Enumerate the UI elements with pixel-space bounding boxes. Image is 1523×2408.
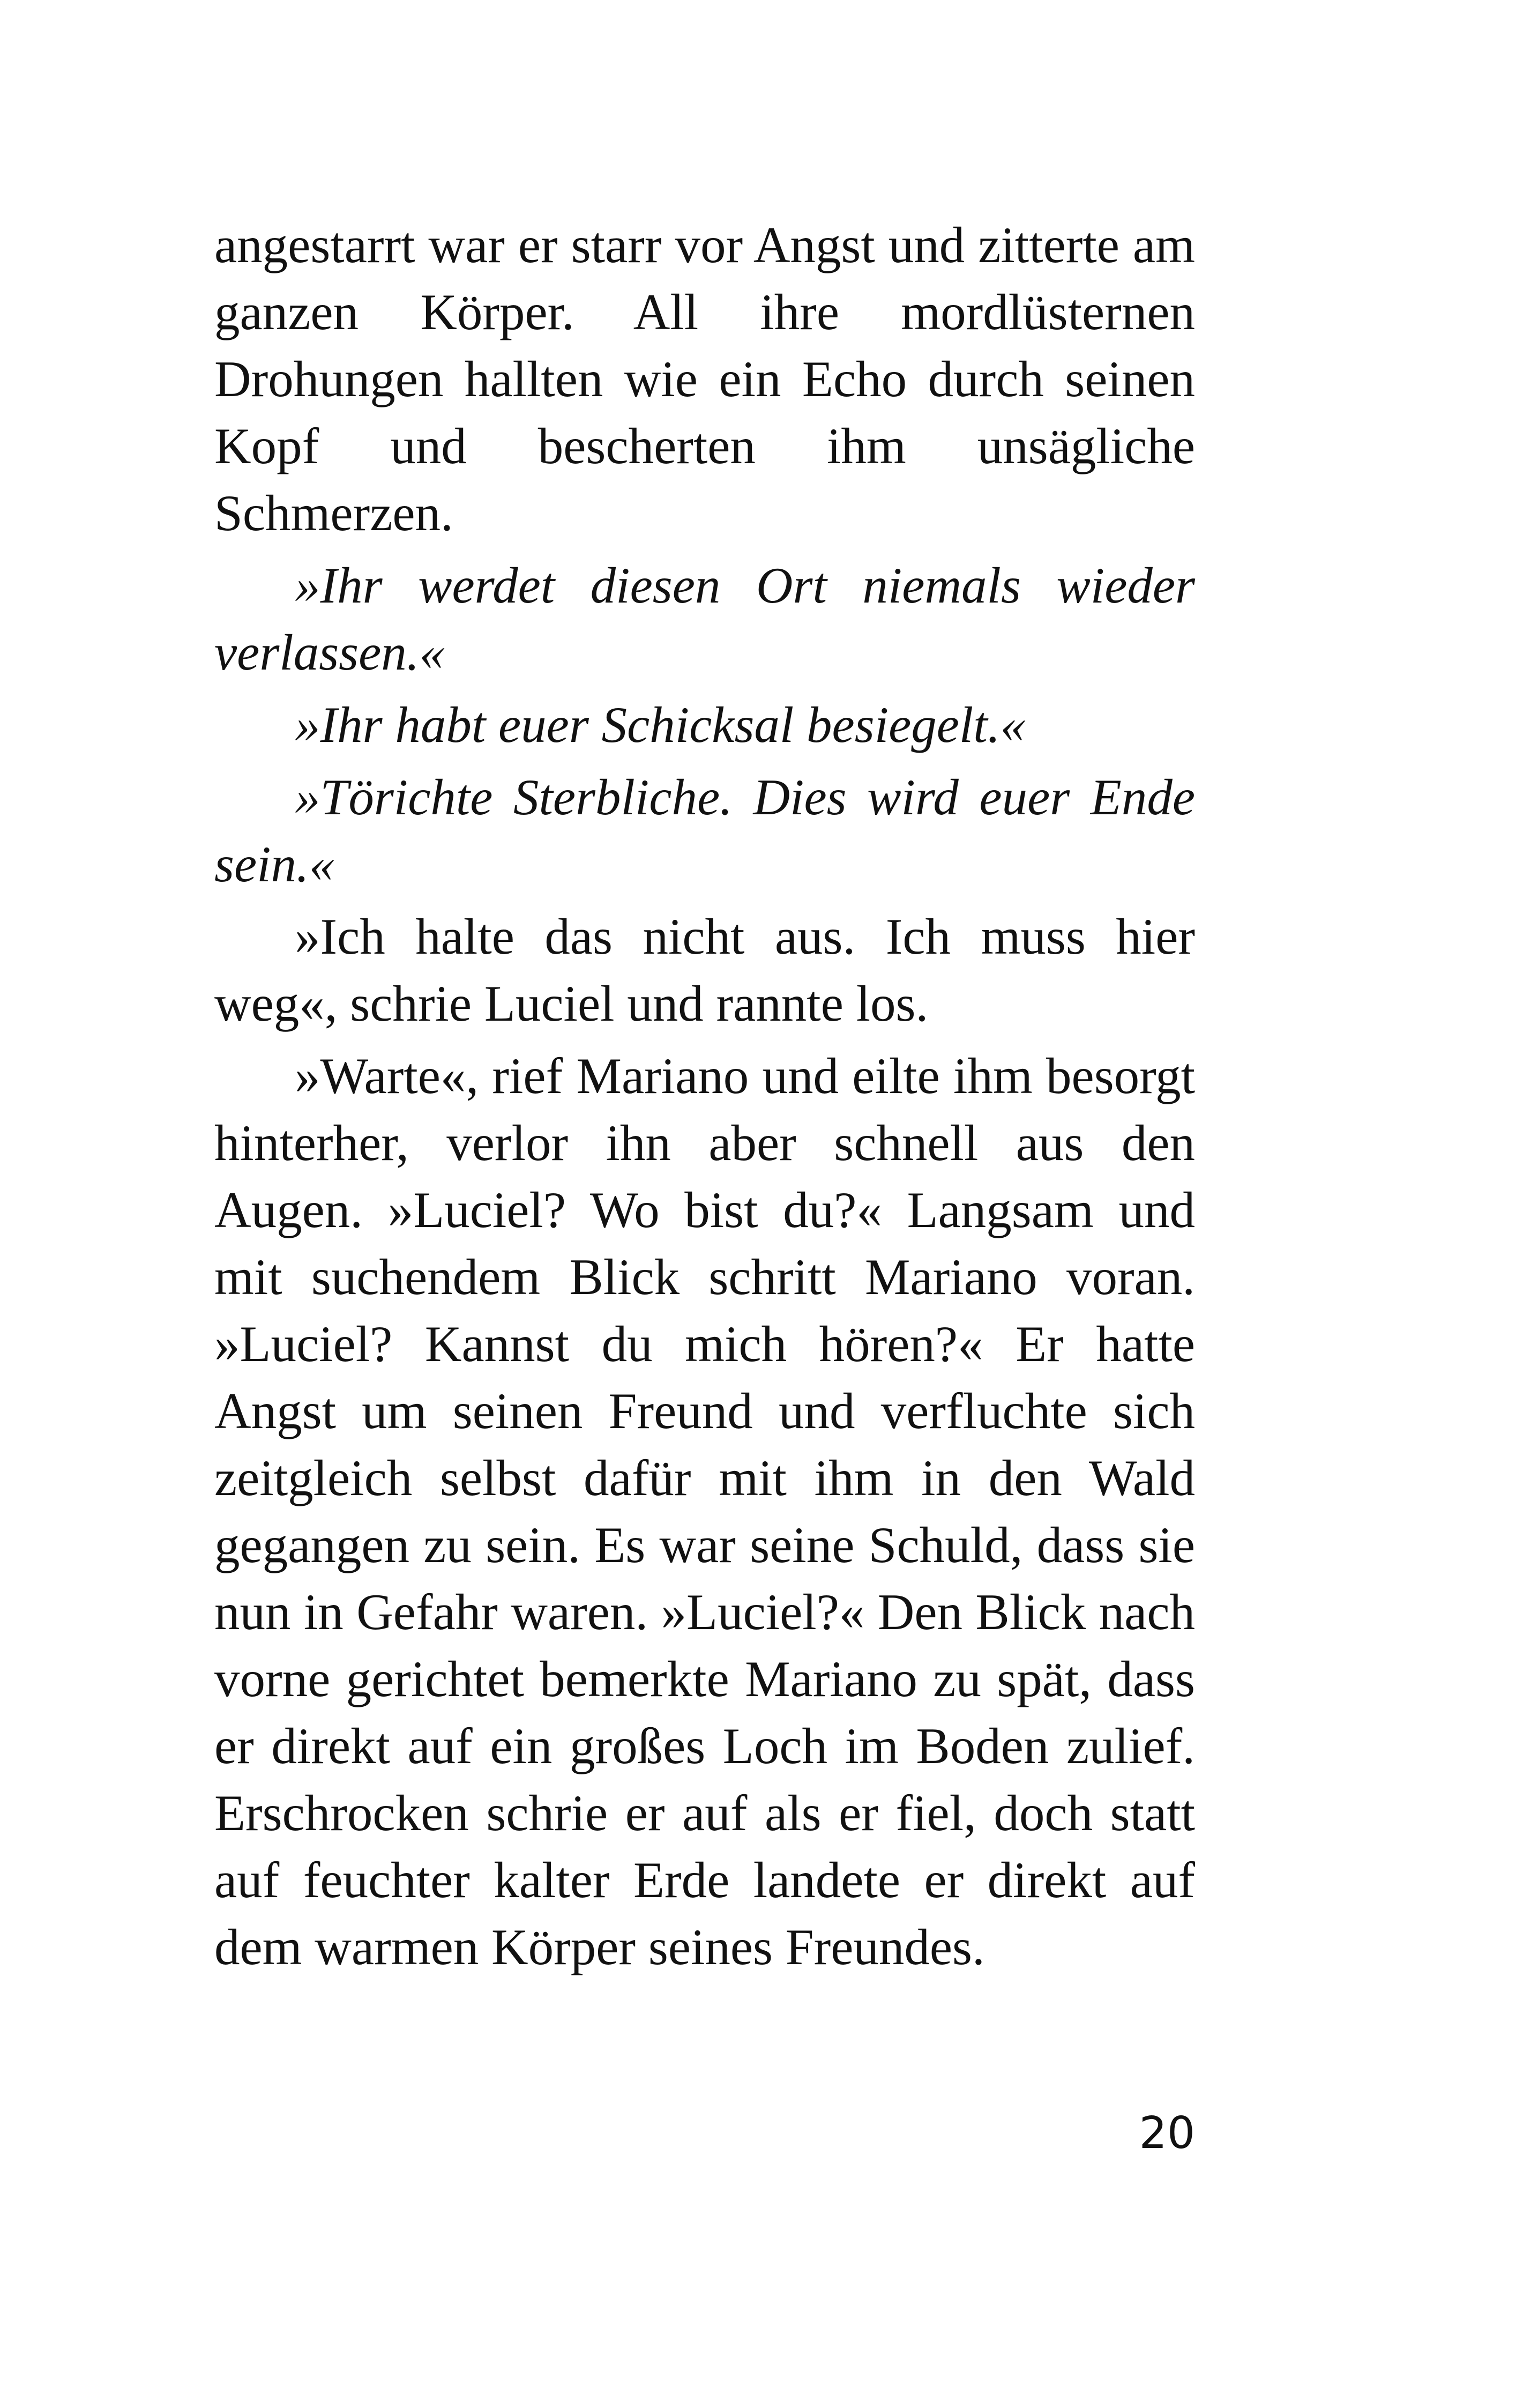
paragraph-threat-3: »Törichte Sterbliche. Dies wird euer Ende sein.« [214,769,1195,893]
paragraph-continuation: angestarrt war er starr vor Angst und zitterte am ganzen Körper. All ihre mordlüsternen Drohungen hallten wie ein Echo durch seinen Kopf und bescherten ihm unsägliche Schmerzen. [214,217,1195,541]
paragraph-threat-2: »Ihr habt euer Schicksal besiegelt.« [295,696,1026,753]
paragraph-mariano-search: »Warte«, rief Mariano und eilte ihm besorgt hinterher, verlor ihn aber schnell aus den Augen. »Luciel? Wo bist du?« Langsam und mit suchendem Blick schritt Mariano voran. »Luciel? Kannst du mich hören?« Er hatte Angst um seinen Freund und verfluchte sich zeitgleich selbst dafür mit ihm in den Wald gegangen zu sein. Es war seine Schuld, dass sie nun in Gefahr waren. »Luciel?« Den Blick nach vorne gerichtet bemerkte Mariano zu spät, dass er direkt auf ein großes Loch im Boden zulief. Erschrocken schrie er auf als er fiel, doch statt auf feuchter kalter Erde landete er direkt auf dem warmen Körper seines Freundes. [214,1047,1195,1975]
body-text [214,212,1195,1986]
paragraph-threat-1: »Ihr werdet diesen Ort niemals wieder verlassen.« [214,557,1195,681]
paragraph-luciel-runs: »Ich halte das nicht aus. Ich muss hier weg«, schrie Luciel und rannte los. [214,908,1195,1032]
page-number: 20 [1139,2108,1195,2159]
